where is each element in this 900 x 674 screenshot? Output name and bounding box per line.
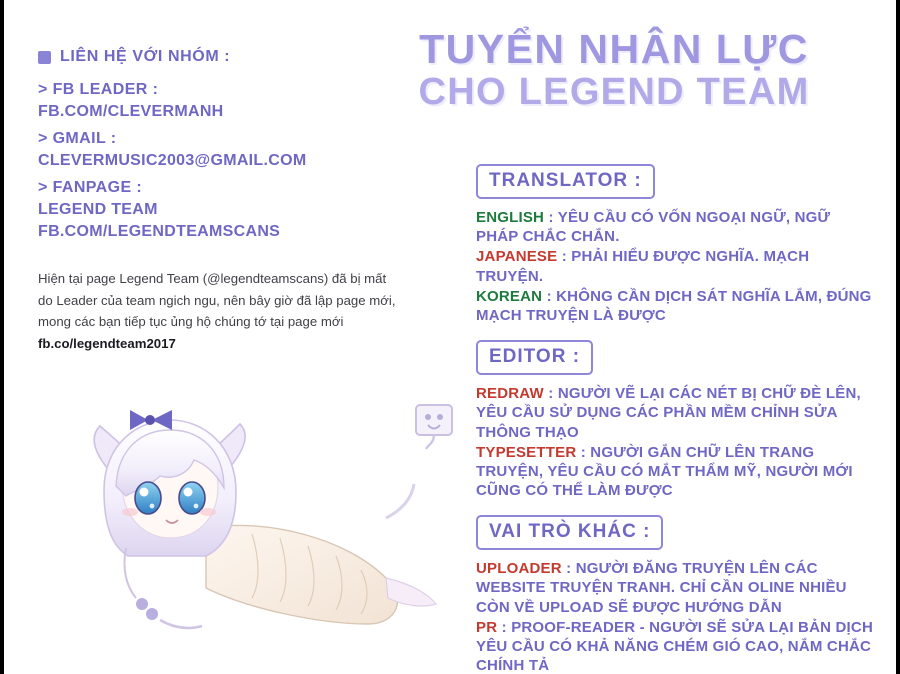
fb-leader-value[interactable]: FB.COM/CLEVERMANH [38, 102, 224, 120]
role-typesetter [476, 443, 876, 501]
section-translator [476, 164, 876, 325]
fb-leader-label: > FB LEADER : [38, 81, 159, 98]
role-uploader-key: UPLOADER [476, 560, 562, 578]
role-english [476, 208, 876, 246]
role-english-sep: : [544, 209, 558, 226]
role-uploader-sep: : [561, 560, 576, 578]
character-illustration [56, 398, 456, 648]
role-uploader [476, 559, 876, 617]
square-bullet-icon [38, 51, 51, 64]
role-redraw-text: NGƯỜI VẼ LẠI CÁC NÉT BỊ CHỮ ĐÈ LÊN, YÊU CẦU SỬ DỤNG CÁC PHẦN MỀM CHỈNH SỬA THÔNG THẠO [476, 385, 861, 441]
section-other-roles [476, 515, 876, 674]
poster-title [344, 28, 884, 114]
gmail-label: > GMAIL : [38, 130, 117, 148]
role-korean-sep: : [542, 287, 557, 305]
role-korean [476, 287, 876, 325]
role-pr-key: PR [476, 618, 498, 636]
section-editor [476, 340, 876, 500]
kanna-chibi-svg [56, 398, 456, 648]
role-typesetter-sep: : [576, 443, 591, 461]
roles-panel [476, 164, 876, 674]
title-line-1: TUYỂN NHÂN LỰC [419, 26, 809, 72]
role-korean-text: KHÔNG CẦN DỊCH SÁT NGHĨA LẮM, ĐÚNG MẠCH TRUYỆN LÀ ĐƯỢC [476, 287, 872, 324]
section-other-roles-badge: VAI TRÒ KHÁC : [476, 515, 663, 550]
contact-heading-text: LIÊN HỆ VỚI NHÓM : [60, 48, 231, 65]
role-uploader-text: NGƯỜI ĐĂNG TRUYỆN LÊN CÁC WEBSITE TRUYỆN TRANH. CHỈ CẦN OLINE NHIỀU CÒN VỀ UPLOAD SẼ ĐƯỢC HƯỚNG DẪN [476, 560, 847, 616]
role-japanese-text: PHẢI HIỂU ĐƯỢC NGHĨA. MẠCH TRUYỆN. [476, 248, 810, 285]
role-japanese [476, 247, 876, 285]
page-notice [38, 268, 398, 354]
wall-socket-icon [414, 403, 454, 451]
section-translator-badge: TRANSLATOR : [476, 164, 655, 199]
fanpage-value: LEGEND TEAM [38, 200, 158, 218]
title-line-2: CHO LEGEND TEAM [418, 71, 810, 114]
role-korean-key: KOREAN [476, 287, 543, 305]
fanpage-url[interactable]: FB.COM/LEGENDTEAMSCANS [38, 222, 281, 240]
role-english-key: ENGLISH [476, 209, 545, 226]
gmail-value[interactable]: CLEVERMUSIC2003@GMAIL.COM [38, 151, 307, 169]
role-pr [476, 618, 876, 674]
role-english-text: YÊU CẦU CÓ VỐN NGOẠI NGỮ, NGỮ PHÁP CHẮC CHẮN. [476, 209, 831, 246]
page-notice-text: Hiện tại page Legend Team (@legendteamscans) đã bị mất do Leader của team ngich ngu, nên bây giờ đã lập page mới, mong các bạn tiếp tục ủng hộ chúng tớ tại page mới [38, 271, 396, 330]
role-japanese-key: JAPANESE [476, 248, 558, 266]
role-redraw [476, 384, 876, 442]
role-redraw-key: REDRAW [476, 385, 544, 403]
role-pr-sep: : [497, 618, 512, 636]
section-editor-badge: EDITOR : [476, 340, 593, 375]
page-notice-link[interactable]: fb.co/legendteam2017 [38, 335, 176, 351]
role-typesetter-key: TYPESETTER [476, 443, 577, 461]
role-japanese-sep: : [557, 248, 572, 266]
role-redraw-sep: : [543, 385, 558, 403]
role-typesetter-text: NGƯỜI GẮN CHỮ LÊN TRANG TRUYỆN, YÊU CẦU CÓ MẮT THẨM MỸ, NGƯỜI MỚI CŨNG CÓ THỂ LÀM ĐƯỢC [476, 443, 853, 500]
fanpage-label: > FANPAGE : [38, 179, 143, 197]
role-pr-text: PROOF-READER - NGƯỜI SẼ SỬA LẠI BẢN DỊCH YÊU CẦU CÓ KHẢ NĂNG CHÉM GIÓ CAO, NẮM CHẮC CHÍNH TẢ [476, 618, 873, 674]
